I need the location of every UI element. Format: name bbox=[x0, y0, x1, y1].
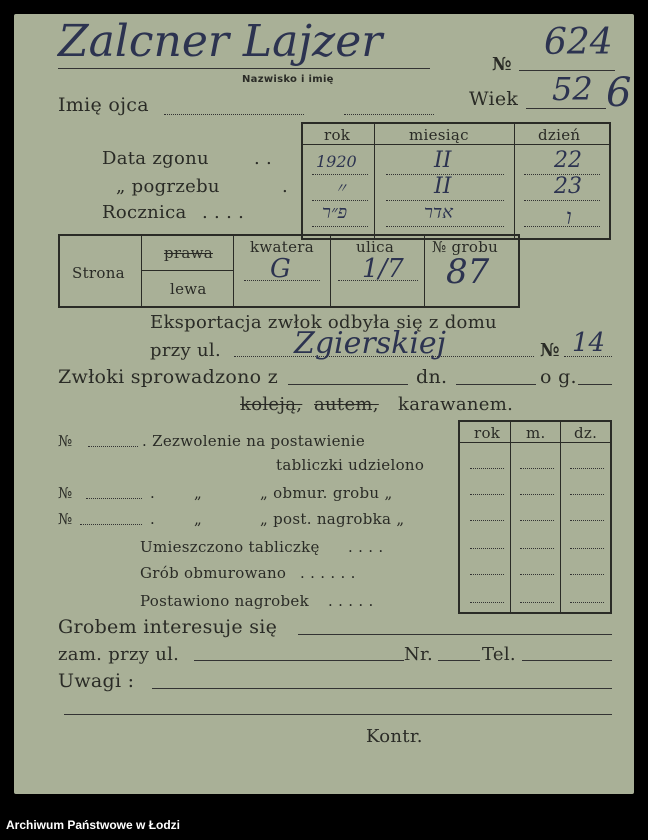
permit-no-1: № bbox=[58, 432, 73, 450]
name-handwritten: Zalcner Lajzer bbox=[58, 16, 383, 67]
father-line bbox=[164, 114, 304, 115]
placed-plate: Umieszczono tabliczkę bbox=[140, 538, 320, 556]
brought-label: Zwłoki sprowadzono z bbox=[58, 366, 279, 388]
ditto-2: „ bbox=[194, 484, 203, 502]
burial-year: 〃 bbox=[334, 181, 348, 197]
control-label: Kontr. bbox=[366, 726, 423, 747]
interested-label: Grobem interesuje się bbox=[58, 616, 278, 638]
father-label: Imię ojca bbox=[58, 94, 149, 116]
street-value: 1/7 bbox=[362, 254, 404, 284]
side-right: prawa bbox=[164, 244, 213, 262]
notes-label: Uwagi : bbox=[58, 670, 135, 692]
death-day: 22 bbox=[554, 148, 582, 173]
anniversary-day: ו bbox=[566, 205, 572, 230]
permit-col-month: m. bbox=[526, 424, 546, 442]
date-label: dn. bbox=[416, 366, 448, 388]
anniversary-year: פ״ר bbox=[322, 202, 348, 223]
death-year: 1920 bbox=[316, 152, 357, 171]
burial-date-label: „ pogrzebu bbox=[116, 176, 220, 197]
monument-placed: Postawiono nagrobek bbox=[140, 592, 309, 610]
col-year: rok bbox=[324, 126, 351, 144]
side-label: Strona bbox=[72, 264, 125, 282]
street-label: ulica bbox=[356, 238, 395, 256]
hour-label: o g. bbox=[540, 366, 577, 388]
burial-day: 23 bbox=[554, 174, 582, 199]
permit-col-year: rok bbox=[474, 424, 501, 442]
number-label: № bbox=[492, 54, 512, 75]
transport-hearse: karawanem. bbox=[398, 394, 514, 415]
tel-label: Tel. bbox=[482, 644, 516, 665]
export-line: Eksportacja zwłok odbyła się z domu bbox=[150, 312, 497, 333]
death-date-label: Data zgonu bbox=[102, 148, 209, 169]
permit-plate: . Zezwolenie na postawienie bbox=[142, 432, 366, 450]
permit-no-3: № bbox=[58, 510, 73, 528]
grave-walled: Grób obmurowano bbox=[140, 564, 287, 582]
anniversary-label: Rocznica bbox=[102, 202, 187, 223]
quarter-label: kwatera bbox=[250, 238, 314, 256]
death-month: II bbox=[434, 148, 452, 173]
father-line-2 bbox=[344, 114, 434, 115]
grave-number-value: 87 bbox=[446, 252, 490, 292]
permit-monument: „ post. nagrobka „ bbox=[260, 510, 405, 528]
archive-caption: Archiwum Państwowe w Łodzi bbox=[6, 818, 181, 832]
permit-col-day: dz. bbox=[574, 424, 598, 442]
age-label: Wiek bbox=[469, 88, 519, 110]
side-left: lewa bbox=[170, 280, 207, 298]
name-line bbox=[58, 68, 430, 69]
record-card: Zalcner Lajzer Nazwisko i imię № 624 Imię ojca Wiek 52 6 rok miesiąc dzień Data zgonu . . „ pogrzebu . Rocznica . . . . 1920 II 22 〃 II 23 פ״ר אדר ו Strona prawa lewa kwatera G ulica 1/7 № grobu 87 Eksportacja zwłok odbyła się z domu przy ul. Zgierskiej № 14 Zwłoki sprowadzono z dn. o g. koleją, autem, karawanem. rok m. dz. № . Zezwolenie na postawienie tabliczki udzielono № . „ „ obmur. grobu „ № . „ „ post. nagrobka „ Umieszczono tabliczkę . . . . Grób obmurowano . . . . . . Postawiono nagrobek . . . . . Grobem interesuje się zam. przy ul. Nr. Tel. Uwagi : Kontr. bbox=[14, 14, 634, 794]
export-number-value: 14 bbox=[572, 328, 606, 358]
col-month: miesiąc bbox=[409, 126, 469, 144]
ditto-3: „ bbox=[194, 510, 203, 528]
address-nr-label: Nr. bbox=[404, 644, 433, 665]
name-label: Nazwisko i imię bbox=[242, 74, 334, 85]
export-street-label: przy ul. bbox=[150, 340, 221, 361]
export-number-label: № bbox=[540, 340, 560, 361]
export-street-value: Zgierskiej bbox=[294, 326, 446, 361]
age-line bbox=[526, 108, 606, 109]
col-day: dzień bbox=[538, 126, 581, 144]
transport-rail: koleją, bbox=[240, 394, 303, 415]
grave-number-label: № grobu bbox=[432, 238, 499, 256]
age-extra: 6 bbox=[606, 70, 632, 116]
burial-month: II bbox=[434, 174, 452, 199]
permit-walled: „ obmur. grobu „ bbox=[260, 484, 393, 502]
number-value: 624 bbox=[544, 22, 613, 63]
transport-car: autem, bbox=[314, 394, 379, 415]
address-label: zam. przy ul. bbox=[58, 644, 180, 665]
permit-plate-2: tabliczki udzielono bbox=[276, 456, 425, 474]
quarter-value: G bbox=[270, 254, 291, 284]
permits-table bbox=[458, 420, 612, 614]
permit-no-2: № bbox=[58, 484, 73, 502]
anniversary-month: אדר bbox=[424, 202, 453, 223]
age-value: 52 bbox=[552, 70, 593, 108]
